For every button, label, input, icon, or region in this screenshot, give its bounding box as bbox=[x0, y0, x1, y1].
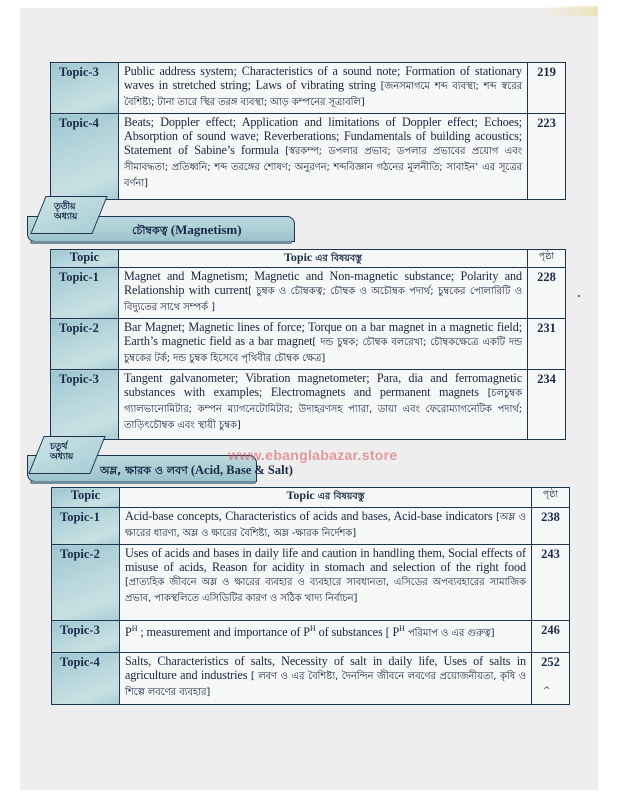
table-row bbox=[52, 653, 570, 705]
topic-content bbox=[119, 370, 528, 440]
table-header-row bbox=[51, 250, 566, 268]
topic-label: Topic-2 bbox=[51, 319, 119, 370]
content-english: Bar Magnet; Magnetic lines of force; Torque on a bar magnet in a magnetic field; Earth’s magnetic field as a bar magnet bbox=[124, 320, 522, 348]
content-english: Uses of acids and bases in daily life and caution in handling them, Social effects of misuse of acids, Reason for acidity in stomach and selection of the right food bbox=[125, 546, 526, 574]
topic-label: Topic-3 bbox=[52, 621, 120, 653]
topic-content bbox=[119, 114, 528, 200]
topic-content bbox=[120, 653, 532, 705]
content-bangla: [প্রাত্যহিক জীবনে অম্ল ও ক্ষারের ব্যবহার ও ব্যবহারে সাবধানতা, এসিডের অপব্যবহারের সামাজিক প্রভাব, পাকস্থলিতে এসিডিটির কারণ ও সঠিক খাদ্য নির্বাচন] bbox=[125, 577, 526, 604]
page-number: 223 bbox=[528, 114, 566, 200]
header-page: পৃষ্ঠা bbox=[532, 488, 570, 508]
table-row bbox=[52, 545, 570, 621]
banner-shadow bbox=[30, 241, 292, 244]
topic-label: Topic-1 bbox=[52, 508, 120, 545]
chapter-title: অম্ল, ক্ষারক ও লবণ (Acid, Base & Salt) bbox=[100, 463, 293, 477]
watermark-text: www.ebanglabazar.store bbox=[228, 447, 398, 463]
topic-label: Topic-4 bbox=[51, 114, 119, 200]
page-number: 228 bbox=[528, 268, 566, 319]
content-bangla: [জনসমাগমে শব্দ ব্যবস্থা; শব্দ স্বরের বৈশিষ্ট্য; টানা তারে স্থির তরঙ্গ ব্যবস্থা; আড় কম্পনের সূত্রাবলি] bbox=[124, 81, 523, 108]
topic-label: Topic-3 bbox=[51, 63, 119, 114]
table-row bbox=[52, 621, 570, 653]
chapter-number-label: তৃতীয় অধ্যায় bbox=[54, 202, 78, 222]
page-number: 231 bbox=[528, 319, 566, 370]
table-row bbox=[52, 508, 570, 545]
stray-caret-mark: ^ bbox=[543, 686, 551, 696]
table-row bbox=[51, 268, 566, 319]
content-english: Acid-base concepts, Characteristics of acids and bases, Acid-base indicators bbox=[125, 509, 496, 523]
header-content: Topic এর বিষয়বস্তু bbox=[119, 250, 528, 268]
topic-label: Topic-2 bbox=[52, 545, 120, 621]
content-bangla: [স্বরকম্প; ডপলার প্রভাব; ডপলার প্রভাবের প্রয়োগ এবং সীমাবদ্ধতা; প্রতিধ্বনি; শব্দ তরঙ্গের শোষণ; অনুরণন; শব্দবিজ্ঞান গঠনের মূলনীতি; সাবাইন’ এর সূত্রের বর্ণনা] bbox=[124, 146, 522, 189]
header-page: পৃষ্ঠা bbox=[528, 250, 566, 268]
header-topic: Topic bbox=[52, 488, 120, 508]
topic-content bbox=[119, 319, 528, 370]
header-content: Topic এর বিষয়বস্তু bbox=[120, 488, 532, 508]
content-bangla: [ দন্ড চুম্বক; চৌম্বক বলরেখা; চৌম্বকক্ষেত্রে একটি দন্ড চুম্বকের টর্ক; দন্ড চুম্বক হিসেবে পৃথিবীর চৌম্বক ক্ষেত্র] bbox=[124, 337, 522, 364]
page-edge bbox=[540, 6, 598, 16]
content-english: Public address system; Characteristics of a sound note; Formation of stationary waves in stretched string; Laws of vibrating string bbox=[124, 64, 522, 92]
table-row bbox=[51, 114, 566, 200]
content-bangla: [চলচুম্বক গ্যালভানোমিটার; কম্পন ম্যাগনেটোমিটার; উদাহরণসহ প্যারা, ডায়া এবং ফেরোম্যাগনেটিক পদার্থ; তাড়িৎচৌম্বক এবং স্থায়ী চুম্বক] bbox=[124, 388, 522, 431]
chapter-banner-acid-base-salt bbox=[24, 436, 324, 492]
content-english: Salts, Characteristics of salts, Necessity of salt in daily life, Uses of salts in agriculture and industries bbox=[125, 654, 526, 682]
page-number: 234 bbox=[528, 370, 566, 440]
content-bangla: [অম্ল ও ক্ষারের ধারণা, অম্ল ও ক্ষারের বৈশিষ্ট্য, অম্ল -ক্ষারক নির্দেশক] bbox=[125, 512, 526, 539]
topic-content bbox=[120, 545, 532, 621]
table-row bbox=[51, 370, 566, 440]
table-header-row bbox=[52, 488, 570, 508]
page-number: 243 bbox=[532, 545, 570, 621]
topic-content: $P^H$ ; measurement and importance of $P^H$ of substances [ $P^H$ পরিমাপ ও এর গুরুত্ব] bbox=[120, 621, 532, 653]
toc-table-acid-base-salt bbox=[51, 487, 570, 705]
topic-label: Topic-1 bbox=[51, 268, 119, 319]
page-number: 238 bbox=[532, 508, 570, 545]
content-bangla: [ চুম্বক ও চৌম্বকত্ব; চৌম্বক ও অচৌম্বক পদার্থ; চুম্বকের পোলারিটি ও বিদ্যুতের সাথে সম্পর্ক ] bbox=[124, 286, 522, 313]
page-number: 219 bbox=[528, 63, 566, 114]
page-number: 252 bbox=[532, 653, 570, 705]
topic-label: Topic-3 bbox=[51, 370, 119, 440]
content-bangla: [ লবণ ও এর বৈশিষ্ট্য, দৈনন্দিন জীবনে লবণের প্রয়োজনীয়তা, কৃষি ও শিল্পে লবণের ব্যবহার] bbox=[125, 671, 526, 698]
stray-mark bbox=[578, 295, 580, 297]
topic-content bbox=[119, 63, 528, 114]
table-row bbox=[51, 319, 566, 370]
chapter-banner-magnetism bbox=[24, 194, 324, 250]
chapter-title: চৌম্বকত্ব (Magnetism) bbox=[132, 222, 242, 237]
toc-table-magnetism bbox=[50, 249, 566, 440]
content-english: Magnet and Magnetism; Magnetic and Non-magnetic substance; Polarity and Relationship with current bbox=[124, 269, 522, 297]
chapter-number-label: চতুর্থ অধ্যায় bbox=[50, 442, 74, 462]
banner-shadow bbox=[30, 481, 256, 484]
toc-table-chapter2-continued bbox=[50, 62, 566, 200]
table-row bbox=[51, 63, 566, 114]
topic-content bbox=[119, 268, 528, 319]
header-topic: Topic bbox=[51, 250, 119, 268]
topic-label: Topic-4 bbox=[52, 653, 120, 705]
content-english: Tangent galvanometer; Vibration magnetometer; Para, dia and ferromagnetic substances with examples; Electromagnets and permanent magnets bbox=[124, 371, 522, 399]
topic-content bbox=[120, 508, 532, 545]
content-english: Beats; Doppler effect; Application and limitations of Doppler effect; Echoes; Absorption of sound wave; Reverberations; Fundamentals of building acoustics; Statement of Sabine’s formula bbox=[124, 115, 522, 157]
page-number: 246 bbox=[532, 621, 570, 653]
